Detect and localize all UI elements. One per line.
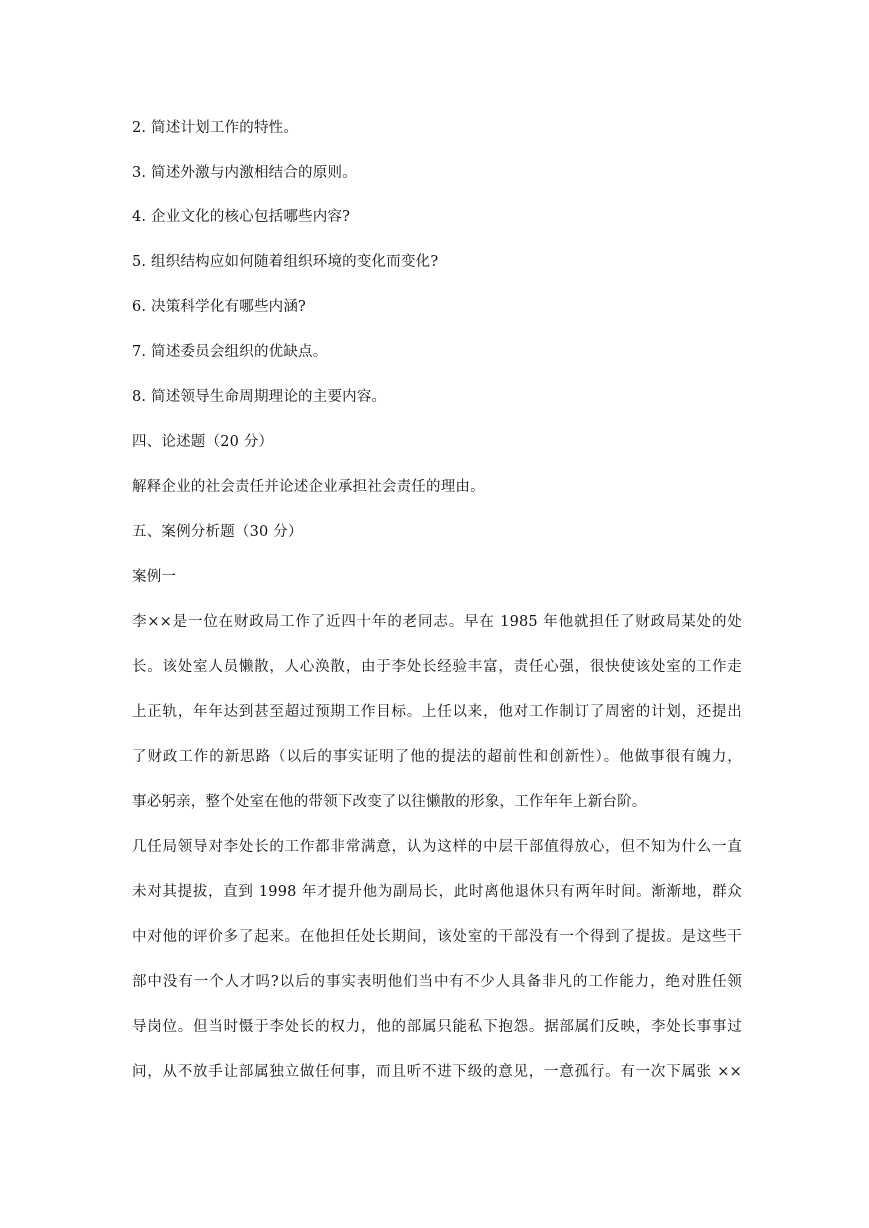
- question-6: 6. 决策科学化有哪些内涵?: [132, 299, 307, 315]
- case-paragraph-2-line: 导岗位。但当时慑于李处长的权力，他的部属只能私下抱怨。据部属们反映，李处长事事过: [132, 1019, 742, 1035]
- case-paragraph-1-line: 李××是一位在财政局工作了近四十年的老同志。早在 1985 年他就担任了财政局某处的处: [132, 614, 742, 630]
- case-paragraph-2-line: 未对其提拔，直到 1998 年才提升他为副局长，此时离他退休只有两年时间。渐渐地，群众: [132, 884, 742, 900]
- question-5: 5. 组织结构应如何随着组织环境的变化而变化?: [132, 254, 439, 270]
- question-4: 4. 企业文化的核心包括哪些内容?: [132, 209, 351, 225]
- case-paragraph-1-line: 了财政工作的新思路（以后的事实证明了他的提法的超前性和创新性）。他做事很有魄力，: [132, 749, 742, 765]
- case-paragraph-2-line: 中对他的评价多了起来。在他担任处长期间，该处室的干部没有一个得到了提拔。是这些干: [132, 929, 742, 945]
- case-title: 案例一: [132, 569, 177, 585]
- case-paragraph-2-line: 部中没有一个人才吗?以后的事实表明他们当中有不少人具备非凡的工作能力，绝对胜任领: [132, 974, 742, 990]
- case-paragraph-1-line: 事必躬亲，整个处室在他的带领下改变了以往懒散的形象，工作年年上新台阶。: [132, 794, 647, 810]
- section-4-question: 解释企业的社会责任并论述企业承担社会责任的理由。: [132, 479, 485, 495]
- section-4-heading: 四、论述题（20 分）: [132, 434, 274, 450]
- case-paragraph-2-line: 问，从不放手让部属独立做任何事，而且听不进下级的意见，一意孤行。有一次下属张 ××: [132, 1064, 742, 1080]
- question-2: 2. 简述计划工作的特性。: [132, 120, 299, 136]
- question-7: 7. 简述委员会组织的优缺点。: [132, 344, 328, 360]
- case-paragraph-1-line: 上正轨，年年达到甚至超过预期工作目标。上任以来，他对工作制订了周密的计划，还提出: [132, 704, 742, 720]
- case-paragraph-2-line: 几任局领导对李处长的工作都非常满意，认为这样的中层干部值得放心，但不知为什么一直: [132, 839, 742, 855]
- question-3: 3. 简述外激与内激相结合的原则。: [132, 165, 357, 181]
- question-8: 8. 简述领导生命周期理论的主要内容。: [132, 389, 387, 405]
- section-5-heading: 五、案例分析题（30 分）: [132, 524, 303, 540]
- case-paragraph-1-line: 长。该处室人员懒散，人心涣散，由于李处长经验丰富，责任心强，很快使该处室的工作走: [132, 659, 742, 675]
